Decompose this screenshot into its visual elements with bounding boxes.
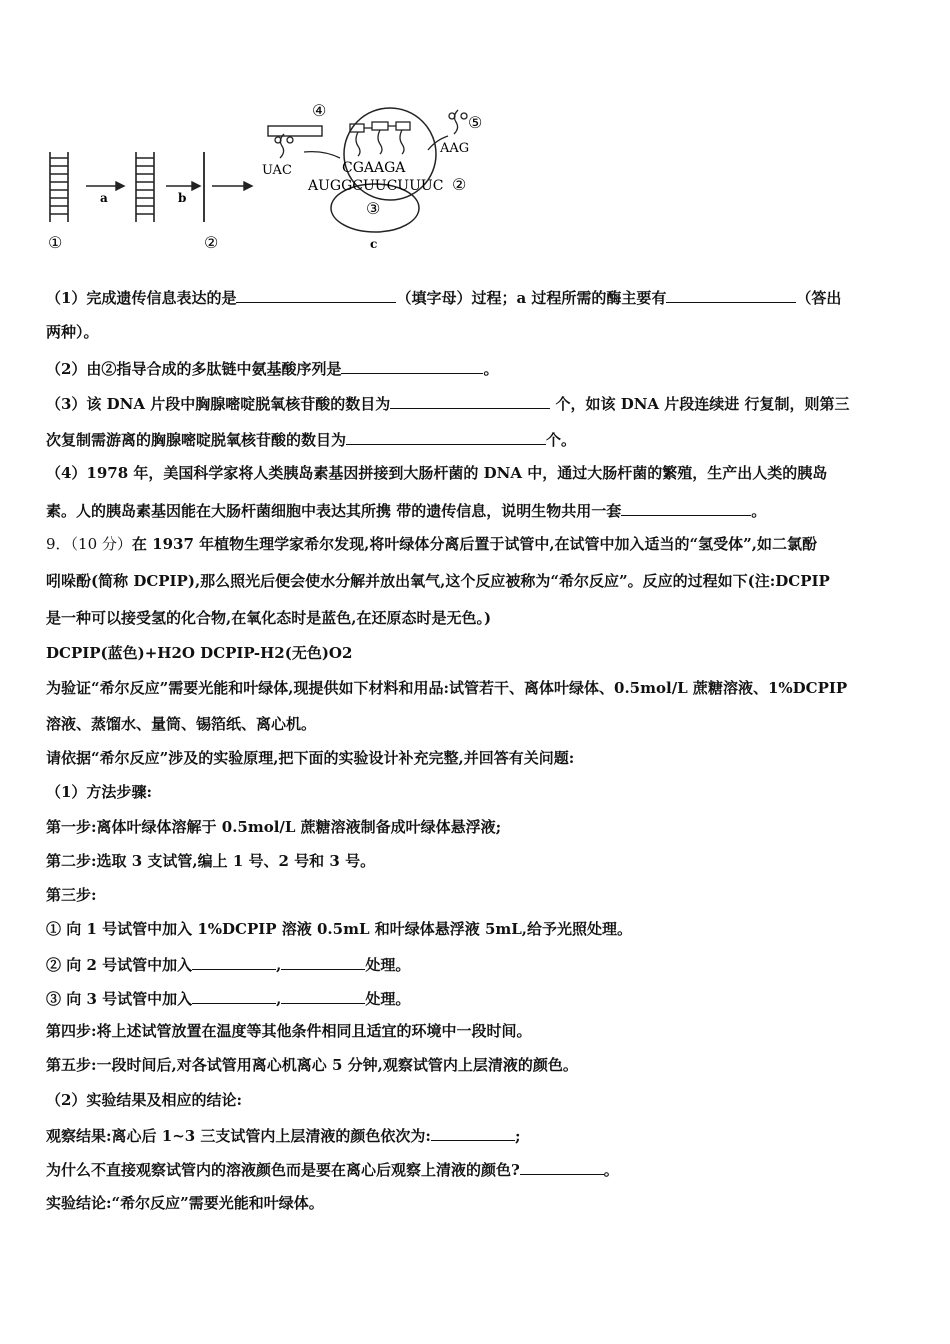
q9-why-end: 。 — [603, 1161, 619, 1179]
q9-step3-item3-comma: , — [276, 990, 282, 1008]
q8-part3-blank-2[interactable] — [346, 428, 546, 445]
q9-step3-item3-text-a: ③ 向 3 号试管中加入 — [46, 990, 193, 1008]
q9-text-6: 溶液、蒸馏水、量筒、锡箔纸、离心机。 — [46, 715, 317, 733]
q9-line5 — [46, 678, 847, 698]
q8-part1-text-b: （填字母）过程；a 过程所需的酶主要有 — [396, 289, 667, 307]
label-circle-2: ② — [204, 233, 219, 252]
q8-part1-line2 — [46, 322, 99, 342]
q8-part4-blank[interactable] — [621, 499, 751, 516]
q9-observation — [46, 1124, 521, 1146]
label-b: b — [178, 191, 187, 205]
label-circle-3: ③ — [366, 199, 381, 218]
label-circle-1: ① — [48, 233, 63, 252]
q9-item2-blank-2[interactable] — [281, 953, 365, 970]
arrow-c-icon — [212, 182, 252, 190]
q9-reaction — [46, 643, 352, 663]
q8-part3-line1 — [46, 392, 850, 414]
q8-part4-line1 — [46, 463, 827, 483]
q9-step2 — [46, 851, 375, 871]
q9-line7 — [46, 748, 574, 768]
q9-text-8: （1）方法步骤: — [46, 783, 152, 801]
q9-step3-item2-comma: , — [276, 956, 282, 974]
q8-part3-text-b: 个，如该 DNA 片段连续进 行复制，则第三 — [550, 395, 850, 413]
label-circle-2b: ② — [452, 175, 467, 194]
dna-double-strand-2 — [136, 152, 154, 222]
exit-arrow-icon — [304, 152, 340, 158]
q8-part2-text-a: （2）由②指导合成的多肽链中氨基酸序列是 — [46, 360, 342, 378]
q9-line8 — [46, 782, 152, 802]
q8-part3-blank-1[interactable] — [390, 392, 550, 409]
q9-text-7: 请依据“希尔反应”涉及的实验原理,把下面的实验设计补充完整,并回答有关问题: — [46, 749, 575, 767]
q9-step2-text: 第二步:选取 3 支试管,编上 1 号、2 号和 3 号。 — [46, 852, 376, 870]
q9-why — [46, 1158, 619, 1180]
q8-part4-text-a: （4）1978 年，美国科学家将人类胰岛素基因拼接到大肠杆菌的 DNA 中，通过大肠杆菌的繁殖，生产出人类的胰岛 — [46, 464, 828, 482]
q9-item3-blank-1[interactable] — [192, 987, 276, 1004]
q9-step1-text: 第一步:离体叶绿体溶解于 0.5mol/L 蔗糖溶液制备成叶绿体悬浮液; — [46, 818, 502, 836]
q9-why-blank[interactable] — [520, 1158, 604, 1175]
q9-conclusion-text: 实验结论:“希尔反应”需要光能和叶绿体。 — [46, 1194, 324, 1212]
q8-part2 — [46, 357, 498, 379]
arrow-a-icon — [86, 182, 124, 190]
q9-text-3: 是一种可以接受氢的化合物,在氧化态时是蓝色,在还原态时是无色。) — [46, 609, 492, 627]
q9-line3 — [46, 608, 491, 628]
q9-step3-item1 — [46, 919, 632, 939]
q9-step3 — [46, 885, 97, 905]
mrna-sequence-label: AUGGCUUCUUUC — [308, 178, 444, 194]
q9-step4-text: 第四步:将上述试管放置在温度等其他条件相同且适宜的环境中一段时间。 — [46, 1022, 532, 1040]
q9-text-1: 在 1937 年植物生理学家希尔发现,将叶绿体分离后置于试管中,在试管中加入适当的“氢受体”,如二氯酚 — [131, 535, 818, 553]
label-a: a — [100, 191, 108, 205]
trna-uac-label: UAC — [262, 163, 292, 178]
q8-part3-line2 — [46, 428, 576, 450]
q9-item3-blank-2[interactable] — [281, 987, 365, 1004]
q9-line6 — [46, 714, 316, 734]
trna-sites — [350, 122, 410, 156]
q9-step3-item3-text-c: 处理。 — [365, 990, 411, 1008]
q9-step3-item2 — [46, 953, 410, 975]
q9-step5-text: 第五步:一段时间后,对各试管用离心机离心 5 分钟,观察试管内上层清液的颜色。 — [46, 1056, 578, 1074]
trna-uac-icon — [275, 134, 293, 158]
q9-step5 — [46, 1055, 578, 1075]
q9-part2 — [46, 1090, 242, 1110]
q9-step3-item1-text: ① 向 1 号试管中加入 1%DCPIP 溶液 0.5mL 和叶绿体悬浮液 5mL,给予光照处理。 — [46, 920, 633, 938]
q8-part4-text-c: 。 — [751, 502, 767, 520]
q8-part3-text-a: （3）该 DNA 片段中胸腺嘧啶脱氧核苷酸的数目为 — [46, 395, 391, 413]
q9-why-text: 为什么不直接观察试管内的溶液颜色而是要在离心后观察上清液的颜色? — [46, 1161, 520, 1179]
q9-observation-blank[interactable] — [431, 1124, 515, 1141]
anticodon-label: CGAAGA — [342, 160, 406, 176]
q8-part1-text-c: （答出 — [796, 289, 842, 307]
q8-part2-blank[interactable] — [341, 357, 483, 374]
label-circle-4: ④ — [312, 101, 327, 120]
q9-text-2: 吲哚酚(简称 DCPIP),那么照光后便会使水分解并放出氧气,这个反应被称为“希尔反应”。反应的过程如下(注:DCPIP — [46, 572, 830, 590]
q9-line1 — [46, 534, 817, 554]
q9-step3-text: 第三步: — [46, 886, 97, 904]
q8-part1-blank-2[interactable] — [666, 286, 796, 303]
q8-part3-text-d: 个。 — [546, 431, 577, 449]
q8-part1-text-d: 两种）。 — [46, 323, 99, 341]
q9-step3-item2-text-a: ② 向 2 号试管中加入 — [46, 956, 193, 974]
q8-part2-text-b: 。 — [483, 360, 499, 378]
q9-item2-blank-1[interactable] — [192, 953, 276, 970]
q9-part2-text: （2）实验结果及相应的结论: — [46, 1091, 242, 1109]
gene-expression-diagram — [40, 96, 483, 256]
label-circle-5: ⑤ — [468, 113, 483, 132]
q9-number: 9．（10 分） — [46, 535, 132, 553]
polypeptide-box — [268, 126, 322, 136]
q9-reaction-equation: DCPIP(蓝色)+H2O DCPIP-H2(无色)O2 — [46, 644, 353, 662]
q9-step3-item3 — [46, 987, 410, 1009]
label-c: c — [370, 237, 378, 251]
q9-line2 — [46, 571, 830, 591]
q8-part1-text-a: （1）完成遗传信息表达的是 — [46, 289, 237, 307]
q8-part1-blank-1[interactable] — [236, 286, 396, 303]
q8-part4-text-b: 素。人的胰岛素基因能在大肠杆菌细胞中表达其所携 带的遗传信息，说明生物共用一套 — [46, 502, 622, 520]
q9-step1 — [46, 817, 501, 837]
q9-observation-text: 观察结果:离心后 1~3 三支试管内上层清液的颜色依次为: — [46, 1127, 431, 1145]
q9-step4 — [46, 1021, 532, 1041]
arrow-b-icon — [166, 182, 200, 190]
trna-aag-label: AAG — [440, 141, 470, 156]
q9-step3-item2-text-c: 处理。 — [365, 956, 411, 974]
q8-part3-text-c: 次复制需游离的胸腺嘧啶脱氧核苷酸的数目为 — [46, 431, 347, 449]
q9-conclusion — [46, 1193, 324, 1213]
q8-part4-line2 — [46, 499, 766, 521]
q8-part1-line1 — [46, 286, 841, 308]
q9-observation-end: ; — [514, 1127, 521, 1145]
dna-double-strand-1 — [50, 152, 68, 222]
q9-text-5: 为验证“希尔反应”需要光能和叶绿体,现提供如下材料和用品:试管若干、离体叶绿体、0.5mol/L 蔗糖溶液、1%DCPIP — [46, 679, 848, 697]
